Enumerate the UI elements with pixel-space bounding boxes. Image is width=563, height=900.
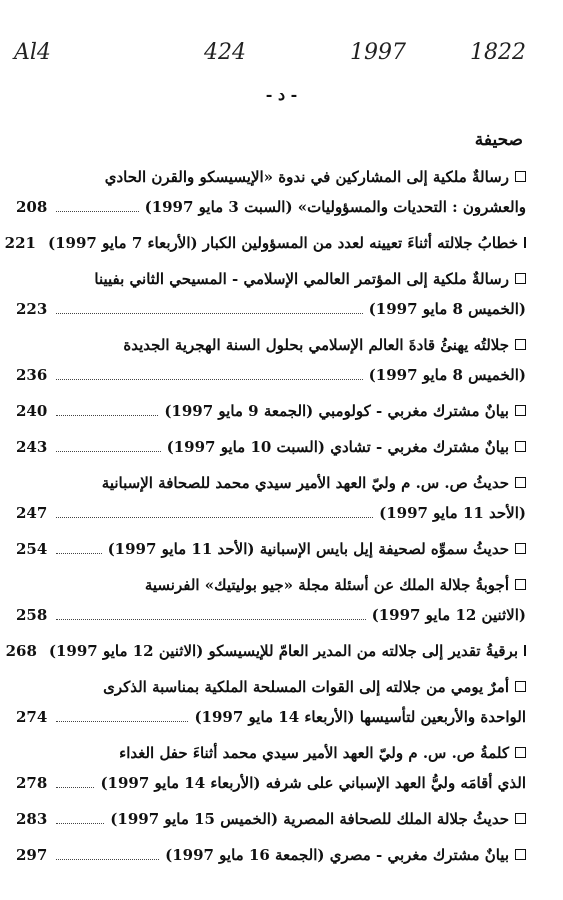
toc-page-number: 254 xyxy=(16,540,48,558)
dot-leader xyxy=(56,508,373,518)
toc-entry xyxy=(16,810,526,840)
dot-leader xyxy=(56,406,158,416)
toc-line xyxy=(16,270,526,300)
toc-line xyxy=(16,774,526,804)
toc-entry xyxy=(16,474,526,534)
checkbox-bullet-icon xyxy=(524,237,526,248)
toc-entry xyxy=(16,402,526,432)
toc-line xyxy=(4,234,526,264)
toc-line xyxy=(16,438,526,468)
dot-leader xyxy=(56,610,366,620)
toc-entry xyxy=(16,438,526,468)
toc-page-number: 221 xyxy=(4,234,36,252)
toc-line xyxy=(16,168,526,198)
toc-entry xyxy=(16,540,526,570)
handwritten-note: 1822 xyxy=(470,40,526,65)
toc-entry xyxy=(5,642,526,672)
handwritten-note: 424 xyxy=(204,40,246,65)
toc-entry xyxy=(16,576,526,636)
toc-line xyxy=(16,504,526,534)
toc-line xyxy=(16,810,526,840)
checkbox-bullet-icon xyxy=(515,543,526,554)
toc-line xyxy=(16,336,526,366)
toc-entry-title: أمرٌ يومي من جلالته إلى القوات المسلحة الملكية بمناسبة الذكرى xyxy=(103,678,509,696)
checkbox-bullet-icon xyxy=(524,645,526,656)
toc-page-number: 268 xyxy=(5,642,37,660)
toc-page-number: 236 xyxy=(16,366,48,384)
dot-leader xyxy=(56,544,102,554)
toc-line xyxy=(16,846,526,876)
dot-leader xyxy=(56,304,363,314)
toc-entry-title: حديثُ سموِّه لصحيفة إيل بايس الإسبانية (الأحد 11 مايو 1997) xyxy=(107,540,509,558)
toc-entry xyxy=(16,846,526,876)
checkbox-bullet-icon xyxy=(515,747,526,758)
dot-leader xyxy=(56,442,161,452)
toc-entry-title: حديثُ ص. س. م وليّ العهد الأمير سيدي محمد للصحافة الإسبانية xyxy=(101,474,509,492)
toc-line xyxy=(16,198,526,228)
dot-leader xyxy=(56,850,159,860)
toc-entry-title: جلالتُه يهنئُ قادةَ العالم الإسلامي بحلول السنة الهجرية الجديدة xyxy=(123,336,509,354)
toc-entry xyxy=(4,234,526,264)
checkbox-bullet-icon xyxy=(515,339,526,350)
checkbox-bullet-icon xyxy=(515,405,526,416)
toc-line xyxy=(16,540,526,570)
toc-page-number: 243 xyxy=(16,438,48,456)
checkbox-bullet-icon xyxy=(515,171,526,182)
toc-page-number: 274 xyxy=(16,708,48,726)
toc-page-number: 258 xyxy=(16,606,48,624)
dot-leader xyxy=(56,778,94,788)
toc-entry-title: أجوبةُ جلالة الملك عن أسئلة مجلة «جيو بوليتيك» الفرنسية xyxy=(144,576,509,594)
toc-line xyxy=(16,402,526,432)
toc-line xyxy=(16,606,526,636)
toc-entry-title: (الاثنين 12 مايو 1997) xyxy=(371,606,526,624)
toc-page-number: 247 xyxy=(16,504,48,522)
toc-page-number: 283 xyxy=(16,810,48,828)
checkbox-bullet-icon xyxy=(515,273,526,284)
toc-entry-title: رسالةٌ ملكية إلى المشاركين في ندوة «الإيسيسكو والقرن الحادي xyxy=(104,168,509,186)
toc-line xyxy=(5,642,526,672)
toc-entry-title: بيانٌ مشترك مغربي - مصري (الجمعة 16 مايو 1997) xyxy=(165,846,509,864)
toc-entry-title: (الخميس 8 مايو 1997) xyxy=(368,300,526,318)
toc-page-number: 223 xyxy=(16,300,48,318)
toc-entry xyxy=(16,168,526,228)
toc-line xyxy=(16,474,526,504)
toc-entry-title: كلمةُ ص. س. م وليّ العهد الأمير سيدي محمد أثناءَ حفل الغداء xyxy=(119,744,509,762)
toc-line xyxy=(16,366,526,396)
dot-leader xyxy=(56,202,139,212)
toc-line xyxy=(16,708,526,738)
toc-entry-title: بيانٌ مشترك مغربي - تشادي (السبت 10 مايو 1997) xyxy=(166,438,509,456)
toc-entry-title: (الخميس 8 مايو 1997) xyxy=(368,366,526,384)
table-of-contents xyxy=(4,168,526,882)
toc-entry-title: حديثُ جلالة الملك للصحافة المصرية (الخميس 15 مايو 1997) xyxy=(110,810,509,828)
handwritten-note: 1997 xyxy=(350,40,406,65)
checkbox-bullet-icon xyxy=(515,681,526,692)
column-header: صحيفة xyxy=(474,130,523,150)
toc-entry-title: خطابُ جلالته أثناءَ تعيينه لعدد من المسؤولين الكبار (الأربعاء 7 مايو 1997) xyxy=(47,234,518,252)
checkbox-bullet-icon xyxy=(515,441,526,452)
toc-entry-title: بيانٌ مشترك مغربي - كولومبي (الجمعة 9 مايو 1997) xyxy=(164,402,509,420)
handwritten-note: Al4 xyxy=(14,40,51,65)
toc-entry xyxy=(16,744,526,804)
checkbox-bullet-icon xyxy=(515,477,526,488)
toc-entry xyxy=(16,336,526,396)
checkbox-bullet-icon xyxy=(515,813,526,824)
dot-leader xyxy=(56,370,363,380)
toc-entry-title: الذي أقامَه وليُّ العهد الإسباني على شرفه (الأربعاء 14 مايو 1997) xyxy=(100,774,526,792)
toc-line xyxy=(16,744,526,774)
toc-line xyxy=(16,576,526,606)
toc-page-number: 297 xyxy=(16,846,48,864)
checkbox-bullet-icon xyxy=(515,849,526,860)
dot-leader xyxy=(56,712,188,722)
dot-leader xyxy=(56,814,104,824)
toc-entry-title: برقيةُ تقدير إلى جلالته من المدير العامّ للإيسيسكو (الاثنين 12 مايو 1997) xyxy=(48,642,518,660)
toc-line xyxy=(16,300,526,330)
toc-page-number: 208 xyxy=(16,198,48,216)
page-number: - د - xyxy=(265,85,298,104)
toc-page-number: 278 xyxy=(16,774,48,792)
checkbox-bullet-icon xyxy=(515,579,526,590)
toc-page-number: 240 xyxy=(16,402,48,420)
toc-entry-title: والعشرون : التحديات والمسؤوليات» (السبت 3 مايو 1997) xyxy=(144,198,526,216)
toc-entry xyxy=(16,678,526,738)
toc-entry xyxy=(16,270,526,330)
toc-entry-title: الواحدة والأربعين لتأسيسها (الأربعاء 14 مايو 1997) xyxy=(194,708,526,726)
toc-line xyxy=(16,678,526,708)
toc-entry-title: (الأحد 11 مايو 1997) xyxy=(379,504,526,522)
toc-entry-title: رسالةٌ ملكية إلى المؤتمر العالمي الإسلامي - المسيحي الثاني بفيينا xyxy=(94,270,509,288)
